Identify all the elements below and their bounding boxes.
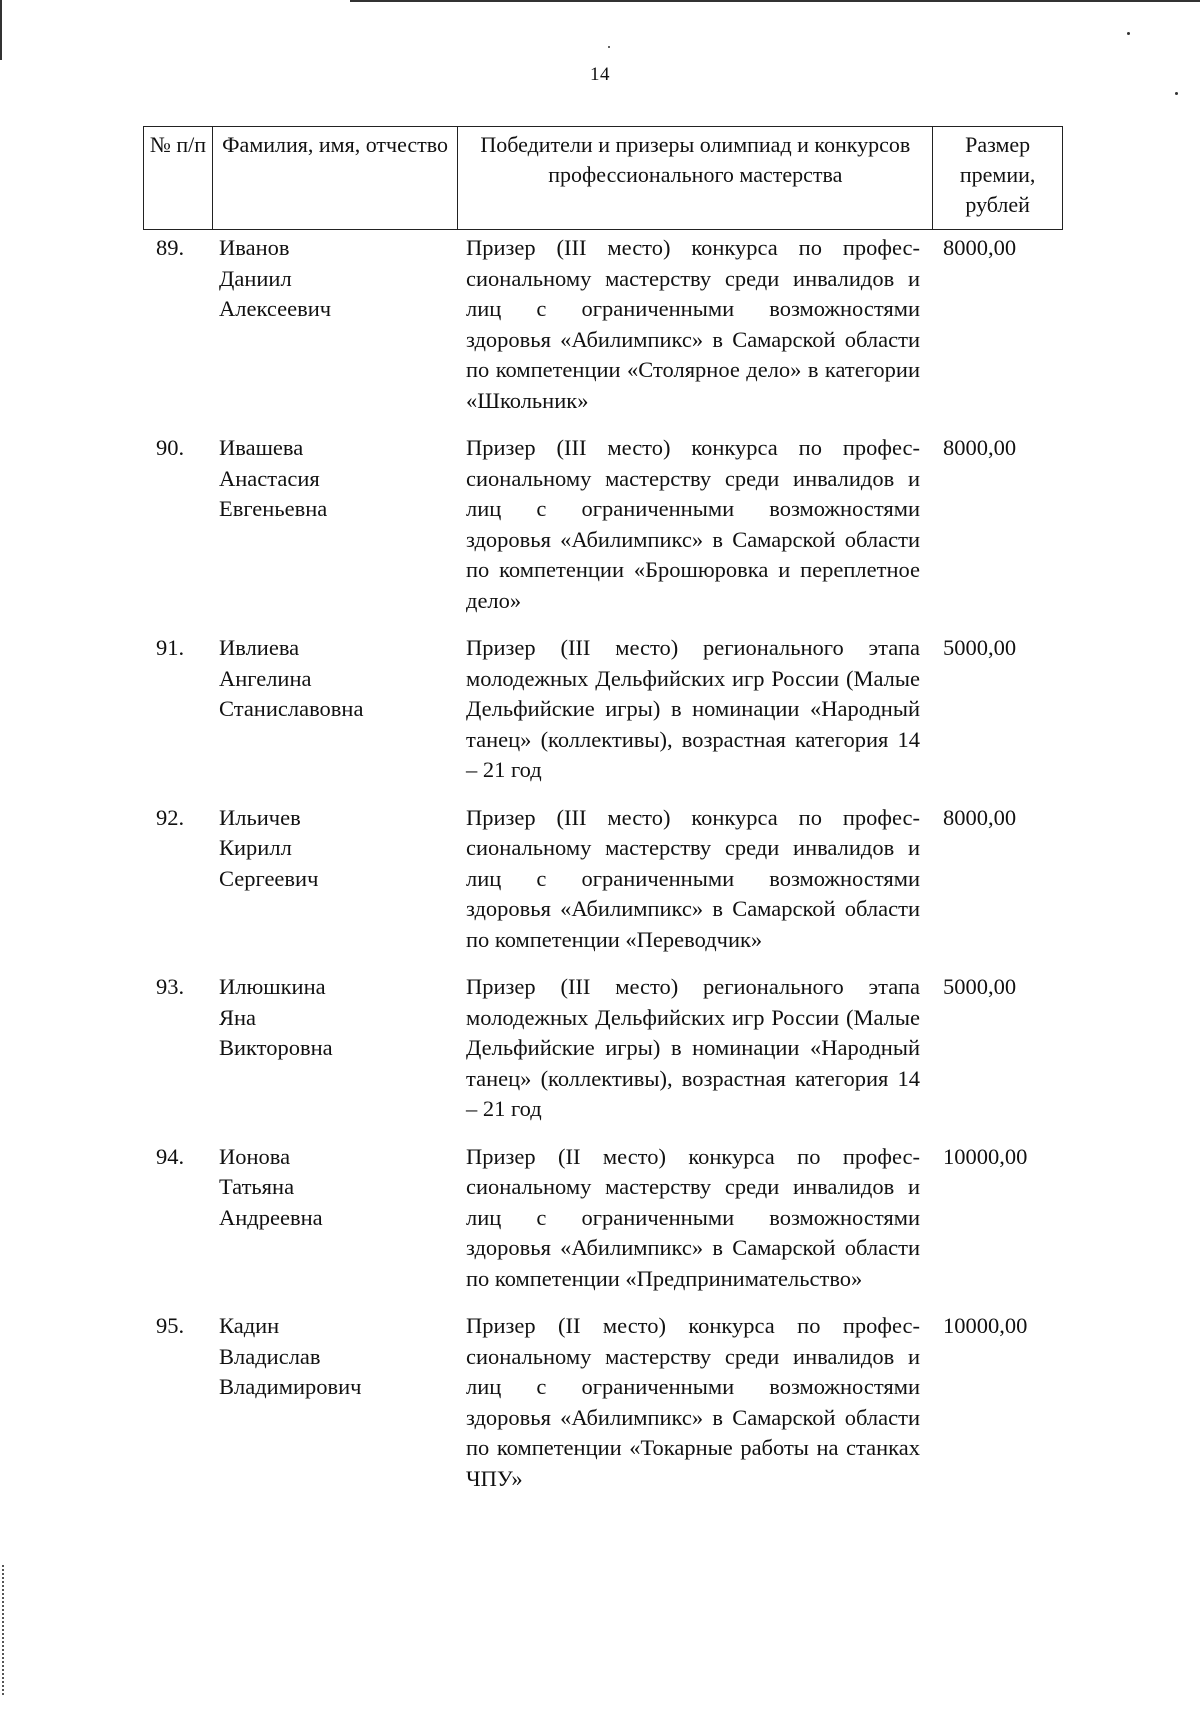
recipient-name <box>211 633 457 786</box>
header-name: Фамилия, имя, отчество <box>212 127 457 229</box>
header-amount: Размер премии, рублей <box>932 127 1062 229</box>
surname: Иванов <box>219 235 290 260</box>
table-header <box>143 126 1063 230</box>
surname: Ионова <box>219 1143 291 1169</box>
table-row <box>143 1311 1063 1494</box>
row-number: 91. <box>156 635 185 660</box>
award-amount: 10000,00 <box>943 1313 1028 1338</box>
scan-border-left <box>0 0 2 60</box>
patronymic: Андреевна <box>219 1204 323 1230</box>
header-description: Победители и призеры олимпиад и конкурсов профессионального мастерства <box>457 127 932 229</box>
table-row <box>143 633 1063 786</box>
row-number: 89. <box>156 235 185 260</box>
row-number: 95. <box>156 1313 185 1338</box>
award-description: Призер (III место) конкурса по профессиональному мастерству среди инвалидов и лиц с ограниченными возможностями здоровья «Абилимпикс» в Самарской области по компетенции «Столярное дело» в категории «Школьник» <box>466 235 920 413</box>
table-row <box>143 972 1063 1125</box>
patronymic: Станиславовна <box>219 696 364 721</box>
patronymic: Евгеньевна <box>219 496 328 521</box>
patronymic: Владимирович <box>219 1374 362 1399</box>
surname: Ивлиева <box>219 635 300 660</box>
award-amount: 8000,00 <box>943 435 1017 460</box>
award-amount: 10000,00 <box>943 1143 1028 1169</box>
award-amount: 8000,00 <box>943 235 1017 260</box>
first-name: Татьяна <box>219 1174 295 1199</box>
scan-border-top <box>350 0 1200 2</box>
header-num: № п/п <box>149 132 206 157</box>
scan-speck <box>1127 32 1130 35</box>
patronymic: Алексеевич <box>219 296 332 321</box>
table-body <box>143 233 1063 1494</box>
table-row <box>143 233 1063 416</box>
award-description: Призер (III место) конкурса по профессиональному мастерству среди инвалидов и лиц с ограниченными возможностями здоровья «Абилимпикс» в Самарской области по компетенции «Переводчик» <box>466 804 920 952</box>
surname: Ивашева <box>219 435 304 460</box>
patronymic: Сергеевич <box>219 865 319 891</box>
row-number: 92. <box>156 804 185 830</box>
award-description: Призер (II место) конкурса по профессиональному мастерству среди инвалидов и лиц с ограниченными возможностями здоровья «Абилимпикс» в Самарской области по компетенции «Предпринимательство» <box>466 1143 920 1291</box>
row-number: 93. <box>156 974 185 999</box>
table-row <box>143 433 1063 616</box>
first-name: Даниил <box>219 265 292 291</box>
award-amount: 8000,00 <box>943 804 1017 830</box>
scan-edge-dots <box>2 1565 6 1695</box>
first-name: Анастасия <box>219 465 320 491</box>
recipient-name <box>211 1142 457 1295</box>
first-name: Яна <box>219 1004 257 1030</box>
row-number: 94. <box>156 1143 185 1169</box>
award-amount: 5000,00 <box>943 974 1017 999</box>
award-amount: 5000,00 <box>943 635 1017 660</box>
award-description: Призер (III место) регионального этапа молодежных Дельфийских игр России (Малые Дельфийские игры) в номинации «Народный танец» (коллективы), возрастная категория 14 – 21 год <box>466 974 920 1121</box>
recipient-name <box>211 1311 457 1494</box>
first-name: Владислав <box>219 1343 321 1369</box>
recipient-name <box>211 233 457 416</box>
page-number: 14 <box>590 64 610 85</box>
surname: Ильичев <box>219 804 301 830</box>
award-description: Призер (III место) конкурса по профессиональному мастерству среди инвалидов и лиц с ограниченными возможностями здоровья «Абилимпикс» в Самарской области по компетенции «Брошюровка и переплетное дело» <box>466 435 920 613</box>
first-name: Ангелина <box>219 665 312 691</box>
recipient-name <box>211 972 457 1125</box>
award-description: Призер (III место) регионального этапа молодежных Дельфийских игр России (Малые Дельфийские игры) в номинации «Народный танец» (коллективы), возрастная категория 14 – 21 год <box>466 635 920 782</box>
row-number: 90. <box>156 435 185 460</box>
patronymic: Викторовна <box>219 1035 333 1060</box>
table-row <box>143 803 1063 956</box>
first-name: Кирилл <box>219 835 292 860</box>
recipient-name <box>211 803 457 956</box>
surname: Илюшкина <box>219 974 326 999</box>
award-description: Призер (II место) конкурса по профессиональному мастерству среди инвалидов и лиц с ограниченными возможностями здоровья «Абилимпикс» в Самарской области по компетенции «Токарные работы на станках ЧПУ» <box>466 1313 920 1491</box>
table-row <box>143 1142 1063 1295</box>
scan-speck <box>608 46 610 48</box>
scan-speck <box>1175 92 1178 95</box>
awards-table <box>143 126 1063 1494</box>
surname: Кадин <box>219 1313 280 1338</box>
recipient-name <box>211 433 457 616</box>
